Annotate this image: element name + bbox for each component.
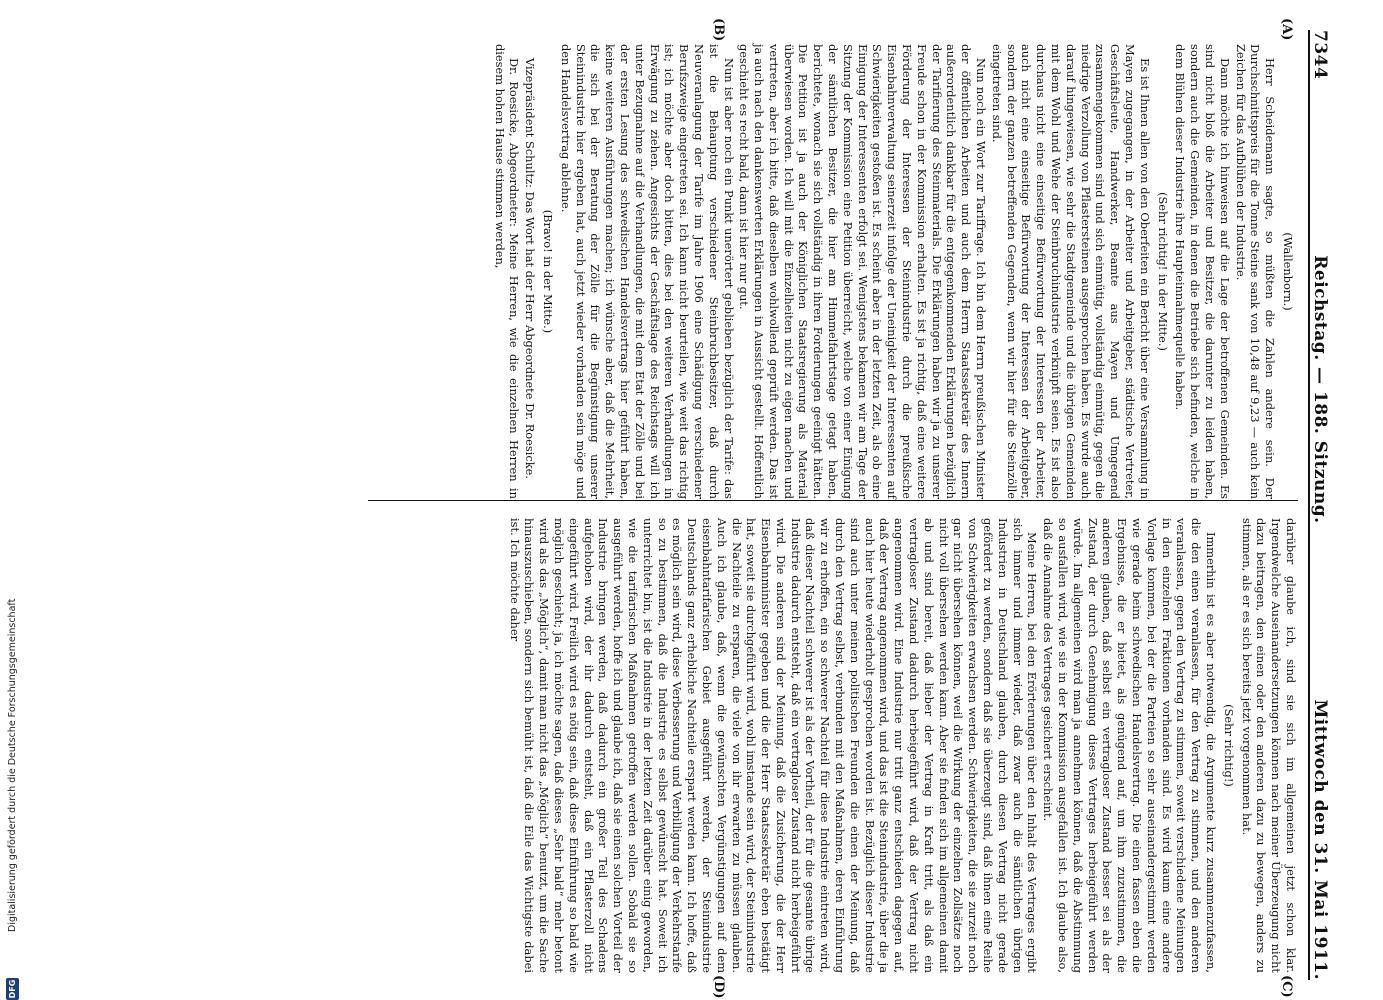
paragraph: Immerhin ist es aber notwendig, die Argumente kurz zusammenzufassen, die den einen veranlassen, für den Vertrag zu stimmen, und den anderen veranlassen, gegen den Vertrag zu stimmen, soweit verschiedene Meinungen in den einzelnen Fraktionen vorhanden sind. Es wird kaum eine andere Vorlage kommen, bei der die Parteien so sehr auseinandergestimmt werden wie gerade beim schwedischen Handelsvertrag. Die einen fassen eben die Ergebnisse, die er bietet, als genügend auf, um ihm zuzustimmen, die anderen glauben, daß selbst ein vertragloser Zustand besser sei als der Zustand, der durch Genehmigung dieses Vertrages herbeigeführt werden würde. Im allgemeinen wird man ja annehmen können, daß die Abstimmung so ausfallen wird, wie sie in der Kommission ausgefallen ist. Ich glaube also, daß die Annahme des Vertrages gesichert erscheint.	[1041, 518, 1219, 973]
paragraph: Nun noch ein Wort zur Tariffrage. Ich bin dem Herrn preußischen Minister der öffentlichen Arbeiten und auch dem Herrn Staatssekretär des Innern außerordentlich dankbar für die entgegenkommenden Erklärungen bezüglich der Tarifierung des Steinmaterials. Die Erklärungen haben wir ja zu unserer Freude schon in der Kommission erhalten. Es ist ja richtig, daß eine weitere Förderung der Interessen der Steinindustrie durch die preußische Eisenbahnverwaltung seinerzeit infolge der Uneinigkeit der Interessenten auf Schwierigkeiten gestoßen ist. Es scheint aber in der letzten Zeit, als ob eine Einigung der Interessenten erfolgt sei. Wenigstens bekamen wir am Tage der Sitzung der Kommission eine Petition überreicht, welche von einer Einigung der sämtlichen Besitzer, die hier am Himmelfahrtstage getagt haben, berichtete, wonach sie sich vollständig in ihren Forderungen geeinigt hätten. Die Petition ist ja auch der Königlichen Staatsregierung als Material überwiesen worden. Ich will mit die Einzelheiten nicht zu eigen machen und vertreten, aber ich bitte, daß dieselben wohlwollend geprüft werden. Das ist ja auch nach den dankenswerten Erklärungen in Aussicht gestellt. Hoffentlich geschieht es recht bald, dann ist hier nur gut.	[737, 44, 989, 499]
speaker-reference: (Wallenborn.)	[1281, 232, 1295, 311]
funding-notice: Digitalisierung gefördert durch die Deutsche Forschungsgemeinschaft	[6, 598, 18, 932]
approval-note: (Bravo! in der Mitte.)	[540, 209, 555, 334]
paragraph: Herr Scheidemann sagte, so müßten die Zahlen andere sein. Der Durchschnittspreis für die Tonne Steine sank von 10,48 auf 9,23 — auch kein Zeichen für das Aufblühen der Industrie.	[1233, 44, 1278, 499]
margin-marker-b: (B)	[711, 18, 726, 42]
paragraph: darüber glaube ich, sind sie sich im allgemeinen jetzt schon klar. Irgendwelche Auseinandersetzungen können nach meiner Überzeugung nicht dazu beitragen, den einen oder den anderen dazu zu bewegen, anders zu stimmen, als er es sich bereits jetzt vorgenommen hat.	[1239, 518, 1298, 973]
header-title: Reichstag. — 188. Sitzung.	[1310, 255, 1330, 524]
dfg-logo: DFG	[7, 979, 17, 999]
approval-note: (Sehr richtig! in der Mitte.)	[1155, 192, 1170, 351]
header-date: Mittwoch den 31. Mai 1911.	[1310, 699, 1330, 980]
approval-note: (Sehr richtig!)	[1221, 704, 1236, 787]
margin-marker-a: (A)	[1279, 18, 1294, 41]
margin-marker-d: (D)	[711, 975, 726, 999]
margin-marker-c: (C)	[1279, 975, 1294, 998]
paragraph: Vizepräsident Schultz: Das Wort hat der Herr Abgeordnete Dr. Roesicke.	[523, 58, 538, 479]
digitization-footer	[2, 0, 22, 1000]
paragraph: Nun ist aber noch ein Punkt unerörtert geblieben bezüglich der Tarife: das ist die Behauptung verschiedener Steinbruchbesitzer, daß durch Neuveranlagung der Tarife im Jahre 1906 eine Schädigung verschiedener Berufszweige eingetreten sei. Ich kann nicht beurteilen, wie weit das richtig ist; ich möchte aber doch bitten, dies bei den weiteren Verhandlungen in Erwägung zu ziehen. Angesichts der Geschäftslage des Reichstags will ich unter Bezugnahme auf die Verhandlungen, die mit dem Etat der Zölle und bei der ersten Lesung des schwedischen Handelsvertrags hier geführt haben, keine weiteren Ausführungen machen; ich wünsche aber, daß die Mehrheit, die sich bei der Beratung der Zölle für die Begünstigung unserer Steinindustrie hier ergeben hat, auch jetzt wieder vorhanden sein möge und den Handelsvertrag ablehne.	[558, 44, 736, 499]
paragraph: Meine Herren, bei den Erörterungen über den Inhalt des Vertrages ergibt sich immer und immer wieder, daß zwar auch die sämtlichen übrigen Industrien in Deutschland glauben, durch diesen Vertrag nicht gerade gefördert zu werden, sondern daß sie überzeugt sind, daß ihnen eine Reihe von Schwierigkeiten erwachsen werden. Schwierigkeiten, die sie zurzeit noch gar nicht übersehen können, weil die Wirkung der einzelnen Zollsätze noch nicht voll übersehen werden kann. Aber sie finden sich im allgemeinen damit ab und sind bereit, daß lieber der Vertrag in Kraft tritt, als daß ein vertragloser Zustand dadurch herbeigeführt wird, daß der Vertrag nicht angenommen wird. Eine Industrie nur tritt ganz entschieden dagegen auf, daß der Vertrag angenommen wird, und das ist die Steinindustrie, über die ja auch hier heute wiederholt gesprochen worden ist. Bezüglich dieser Industrie sind auch unter meinen politischen Freunden die einen der Meinung, daß durch den Vertrag selbst, verbunden mit den Maßnahmen, deren Einführung wir zu erhoffen, ein so schwerer Nachteil für diese Industrie eintreten wird, daß dieser Nachteil schwerer ist als der Vortheil, der für die gesamte übrige Industrie dadurch entsteht, daß ein vertragloser Zustand nicht herbeigeführt wird. Die anderen sind der Meinung, daß die Zusicherung, die der Herr Eisenbahnminister gegeben und die der Herr Staatssekretär eben bestätigt hat, soweit sie durchgeführt wird, wohl imstande sein wird, der Steinindustrie die Nachteile zu ersparen, die viele von ihr erwarten zu müssen glauben. Auch ich glaube, daß, wenn die gewünschten Vergünstigungen auf dem eisenbahntarifarischen Gebiet ausgeführt werden, der Steinindustrie Deutschlands ganz erhebliche Nachteile erspart werden kann. Ich hoffe, daß es möglich sein wird, diese Verbesserung und Verbilligung der Verkehrstarife so zu bestimmen, daß die Industrie es selbst gewünscht hat. Soweit ich unterrichtet bin, ist die Industrie in der letzten Zeit darüber einig geworden, wie die tarifarischen Maßnahmen getroffen werden sollen. Sobald sie so ausgeführt werden, hoffe ich und glaube ich, daß sie einen solchen Vorteil der Industrie bringen werden, daß dadurch ein großer Teil des Schadens aufgehoben wird, der ihr dadurch entsteht, daß ein Pflasterzoll nicht eingeführt wird. Freilich wird es nötig sein, daß diese Einführung so bald wie möglich geschieht; ja, ich möchte sagen, daß dieses „Sehr bald“ mehr betont wird als das „Möglich“, damit man nicht das „Möglich“ benutzt, um die Sache hinauszuschieben, sondern sich bemüht ist, daß die Eile das Wichtigste dabei ist. Ich möchte daher	[507, 518, 1040, 973]
page-number: 7344	[1310, 30, 1330, 80]
left-column	[491, 44, 1298, 499]
paragraph: Dann möchte ich hinweisen auf die Lage der betroffenen Gemeinden. Es sind nicht bloß die Arbeiter und Besitzer, die darunter zu leiden haben, sondern auch die Gemeinden, in denen die Betriebe sich befinden, welche in dem Blühen dieser Industrie ihre Haupteinnahmequelle haben.	[1173, 44, 1232, 499]
right-column	[506, 518, 1298, 973]
page-header	[1308, 30, 1340, 980]
column-divider	[368, 500, 1298, 501]
rotated-page-content	[36, 0, 1346, 1000]
paragraph: Dr. Roesicke, Abgeordneter: Meine Herren, wie die einzelnen Herren in diesem hohen Hause stimmen werden,	[492, 44, 522, 499]
paragraph: Es ist Ihnen allen von den Oberfeiten ein Bericht über eine Versammlung in Mayen zugegangen, in der Arbeiter und Arbeitgeber, städtische Vertreter, Geschäftsleute, Handwerker, Beamte aus Mayen und Umgegend zusammengekommen sind und sich einmütig, vollständig einmütig, gegen die niedrige Verzollung von Pflastersteinen ausgesprochen haben. Es wurde auch darauf hingewiesen, wie sehr die Stadtgemeinde und die übrigen Gemeinden mit dem Wohl und Wehe der Steinbruchindustrie verknüpft seien. Es ist also durchaus nicht eine einseitige Befürwortung der Interessen der Arbeiter, auch nicht eine einseitige Befürwortung der Interessen der Arbeitgeber, sondern der ganzen betreffenden Gegenden, wenn wir hier für die Steinzölle eingetreten sind.	[989, 44, 1152, 499]
